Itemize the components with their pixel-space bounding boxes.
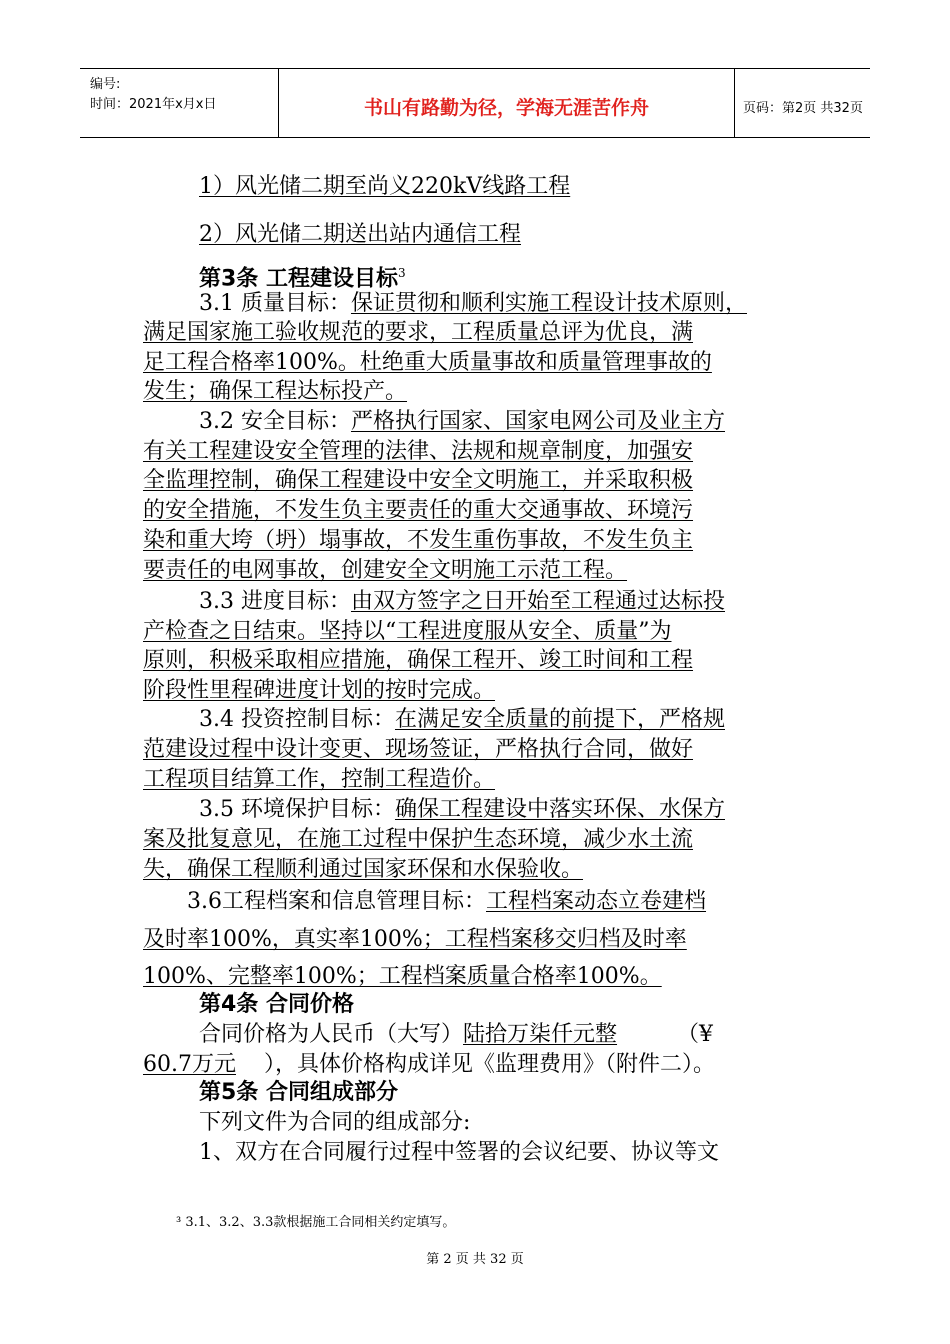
- text-line: [187, 887, 706, 917]
- line-prefix: 合同价格为人民币（大写）: [199, 1022, 464, 1047]
- text-line: [199, 220, 521, 250]
- header-page-cell: [735, 69, 870, 137]
- underlined-text: 由双方签字之日开始至工程通过达标投: [350, 589, 725, 614]
- text-line: [199, 407, 725, 437]
- text-line: [199, 1020, 713, 1050]
- underlined-text: 工程项目结算工作，控制工程造价。: [143, 767, 496, 792]
- heading-text: 第4条 合同价格: [199, 992, 354, 1017]
- text-line: [199, 289, 747, 319]
- text-line: [143, 377, 407, 407]
- underlined-text: 工程档案动态立卷建档: [486, 889, 707, 914]
- heading-text: 第3条 工程建设目标: [199, 266, 398, 292]
- underlined-text: 失，确保工程顺利通过国家环保和水保验收。: [143, 857, 584, 882]
- text-line: [143, 855, 583, 885]
- header-motto-cell: [279, 69, 735, 137]
- underlined-text: 阶段性里程碑进度计划的按时完成。: [143, 678, 496, 703]
- underlined-text: 范建设过程中设计变更、现场签证，严格执行合同，做好: [143, 737, 694, 762]
- text-line: [143, 765, 495, 795]
- underlined-text: 陆拾万柒仟元整: [463, 1022, 618, 1047]
- text-line: [199, 1108, 470, 1138]
- text-line: [143, 526, 693, 556]
- footnote-ref: 3: [397, 266, 406, 280]
- text-line: [199, 795, 725, 825]
- underlined-text: 严格执行国家、国家电网公司及业主方: [350, 409, 725, 434]
- text-line: [143, 348, 712, 378]
- underlined-text: 1）风光储二期至尚义220kV线路工程: [199, 174, 571, 199]
- date-label: 时间：2021年x月x日: [90, 97, 217, 112]
- underlined-text: 满足国家施工验收规范的要求，工程质量总评为优良，满: [143, 320, 694, 345]
- text-line: [143, 1050, 715, 1080]
- line-prefix: 1、双方在合同履行过程中签署的会议纪要、协议等文: [199, 1140, 719, 1165]
- section-heading: [199, 1078, 398, 1108]
- underlined-text: 染和重大垮（坍）塌事故，不发生重伤事故，不发生负主: [143, 528, 694, 553]
- line-prefix: 3.2 安全目标：: [199, 409, 351, 434]
- line-prefix: 下列文件为合同的组成部分:: [199, 1110, 471, 1135]
- underlined-text: 发生；确保工程达标投产。: [143, 379, 408, 404]
- text-line: [143, 925, 687, 955]
- text-line: [143, 556, 627, 586]
- text-line: [143, 437, 693, 467]
- line-suffix: ），具体价格构成详见《监理费用》（附件二）。: [264, 1052, 716, 1077]
- underlined-text: 案及批复意见，在施工过程中保护生态环境，减少水土流: [143, 827, 694, 852]
- text-line: [143, 646, 693, 676]
- underlined-text: 足工程合格率100%。杜绝重大质量事故和质量管理事故的: [143, 350, 712, 375]
- underlined-text: 2）风光储二期送出站内通信工程: [199, 222, 521, 247]
- text-line: [199, 587, 725, 617]
- footnote: ³ 3.1、3.2、3.3款根据施工合同相关约定填写。: [176, 1215, 456, 1230]
- text-line: [199, 1138, 719, 1168]
- text-line: [143, 496, 693, 526]
- heading-text: 第5条 合同组成部分: [199, 1080, 398, 1105]
- page-footer: 第 2 页 共 32 页: [426, 1252, 524, 1267]
- underlined-text: 有关工程建设安全管理的法律、法规和规章制度，加强安: [143, 439, 694, 464]
- text-line: [143, 466, 693, 496]
- text-line: [143, 318, 693, 348]
- line-prefix: 3.4 投资控制目标：: [199, 707, 395, 732]
- line-prefix: 3.6工程档案和信息管理目标：: [187, 889, 486, 914]
- underlined-text: 60.7万元: [143, 1052, 236, 1077]
- text-line: [143, 825, 693, 855]
- underlined-text: 保证贯彻和顺利实施工程设计技术原则，: [350, 291, 747, 316]
- underlined-text: 的安全措施，不发生负主要责任的重大交通事故、环境污: [143, 498, 694, 523]
- underlined-text: 确保工程建设中落实环保、水保方: [394, 797, 725, 822]
- section-heading: [199, 990, 354, 1020]
- line-suffix: （¥: [677, 1022, 714, 1047]
- text-line: [199, 172, 570, 202]
- header-table: [80, 68, 870, 138]
- text-line: [199, 705, 725, 735]
- underlined-text: 100%、完整率100%；工程档案质量合格率100%。: [143, 964, 662, 989]
- underlined-text: 原则，积极采取相应措施，确保工程开、竣工时间和工程: [143, 648, 694, 673]
- line-prefix: 3.1 质量目标：: [199, 291, 351, 316]
- underlined-text: 要责任的电网事故，创建安全文明施工示范工程。: [143, 558, 628, 583]
- line-prefix: 3.3 进度目标：: [199, 589, 351, 614]
- underlined-text: 在满足安全质量的前提下，严格规: [394, 707, 725, 732]
- text-line: [143, 676, 495, 706]
- underlined-text: 全监理控制，确保工程建设中安全文明施工，并采取积极: [143, 468, 694, 493]
- page-info: 页码：第2页 共32页: [743, 101, 863, 116]
- text-line: [143, 617, 672, 647]
- text-line: [143, 962, 662, 992]
- line-prefix: 3.5 环境保护目标：: [199, 797, 395, 822]
- underlined-text: 及时率100%，真实率100%；工程档案移交归档及时率: [143, 927, 687, 952]
- text-line: [143, 735, 693, 765]
- header-meta-cell: [80, 69, 279, 137]
- motto: 书山有路勤为径，学海无涯苦作舟: [363, 97, 649, 119]
- underlined-text: 产检查之日结束。坚持以“工程进度服从安全、质量”为: [143, 619, 672, 644]
- doc-number-label: 编号:: [90, 77, 121, 92]
